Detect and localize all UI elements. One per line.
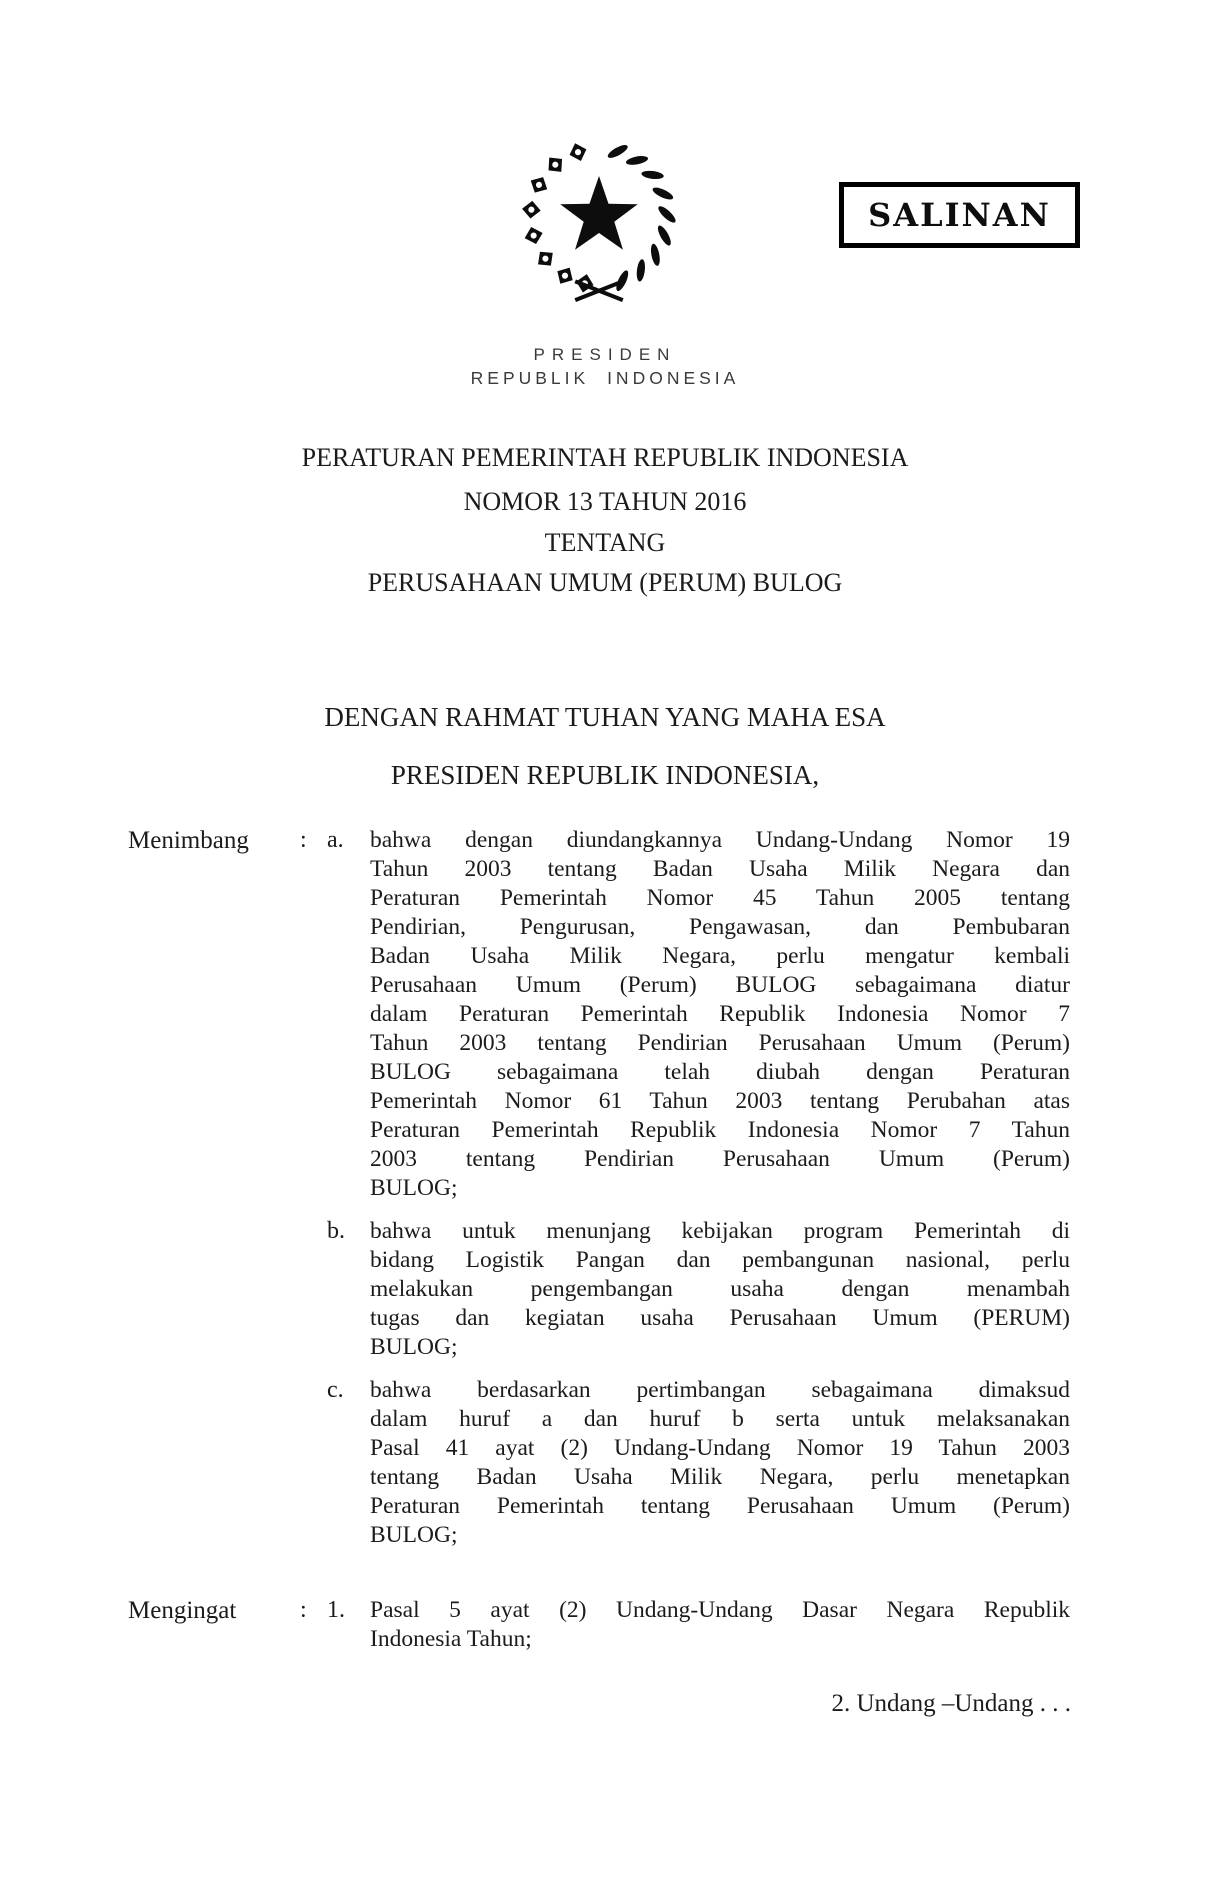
invocation-line: DENGAN RAHMAT TUHAN YANG MAHA ESA bbox=[324, 702, 886, 732]
section-mengingat bbox=[128, 1596, 1070, 1654]
item-marker: b. bbox=[327, 1218, 345, 1244]
salinan-stamp bbox=[839, 182, 1080, 248]
item-marker: 1. bbox=[327, 1597, 345, 1623]
item-paragraph: bahwa untuk menunjang kebijakan program Pemerintah di bidang Logistik Pangan dan pembangunan nasional, perlu melakukan pengembangan usaha dengan menambah tugas dan kegiatan usaha Perusahaan Umum (PERUM) BULOG; bbox=[370, 1218, 1070, 1360]
regulation-number: NOMOR 13 TAHUN 2016 bbox=[463, 487, 747, 516]
regulation-title: PERATURAN PEMERINTAH REPUBLIK INDONESIA bbox=[301, 443, 909, 472]
presidential-star-wreath-emblem-icon bbox=[514, 134, 684, 320]
salinan-stamp-label: SALINAN bbox=[868, 196, 1051, 234]
regulation-subject: PERUSAHAAN UMUM (PERUM) BULOG bbox=[367, 568, 843, 597]
mengingat-colon: : bbox=[300, 1597, 307, 1623]
mengingat-items bbox=[327, 1596, 1070, 1654]
item-paragraph: Pasal 5 ayat (2) Undang-Undang Dasar Negara Republik Indonesia Tahun; bbox=[370, 1597, 1070, 1652]
mengingat-item-1 bbox=[327, 1596, 1070, 1654]
section-menimbang bbox=[128, 826, 1070, 1550]
item-marker: c. bbox=[327, 1377, 344, 1403]
letterhead-republik-indonesia: REPUBLIK INDONESIA bbox=[470, 368, 740, 388]
menimbang-label: Menimbang bbox=[128, 827, 249, 854]
authority-line: PRESIDEN REPUBLIK INDONESIA, bbox=[390, 760, 820, 790]
menimbang-colon: : bbox=[300, 827, 307, 853]
star-icon bbox=[560, 176, 638, 250]
menimbang-item-b bbox=[327, 1217, 1070, 1362]
regulation-tentang: TENTANG bbox=[544, 528, 666, 557]
mengingat-label: Mengingat bbox=[128, 1597, 237, 1624]
menimbang-item-c bbox=[327, 1376, 1070, 1550]
letterhead-presiden: PRESIDEN bbox=[533, 345, 677, 364]
item-marker: a. bbox=[327, 827, 344, 853]
item-paragraph: bahwa dengan diundangkannya Undang-Undang Nomor 19 Tahun 2003 tentang Badan Usaha Milik Negara dan Peraturan Pemerintah Nomor 45 Tahun 2005 tentang Pendirian, Pengurusan, Pengawasan, dan Pembubaran Badan Usaha Milik Negara, perlu mengatur kembali Perusahaan Umum (Perum) BULOG sebagaimana diatur dalam Peraturan Pemerintah Republik Indonesia Nomor 7 Tahun 2003 tentang Pendirian Perusahaan Umum (Perum) BULOG sebagaimana telah diubah dengan Peraturan Pemerintah Nomor 61 Tahun 2003 tentang Perubahan atas Peraturan Pemerintah Republik Indonesia Nomor 7 Tahun 2003 tentang Pendirian Perusahaan Umum (Perum) BULOG; bbox=[370, 827, 1070, 1201]
menimbang-item-a bbox=[327, 826, 1070, 1203]
menimbang-items bbox=[327, 826, 1070, 1550]
page-catchword: 2. Undang –Undang . . . bbox=[831, 1690, 1071, 1717]
item-paragraph: bahwa berdasarkan pertimbangan sebagaimana dimaksud dalam huruf a dan huruf b serta untuk melaksanakan Pasal 41 ayat (2) Undang-Undang Nomor 19 Tahun 2003 tentang Badan Usaha Milik Negara, perlu menetapkan Peraturan Pemerintah tentang Perusahaan Umum (Perum) BULOG; bbox=[370, 1377, 1070, 1548]
